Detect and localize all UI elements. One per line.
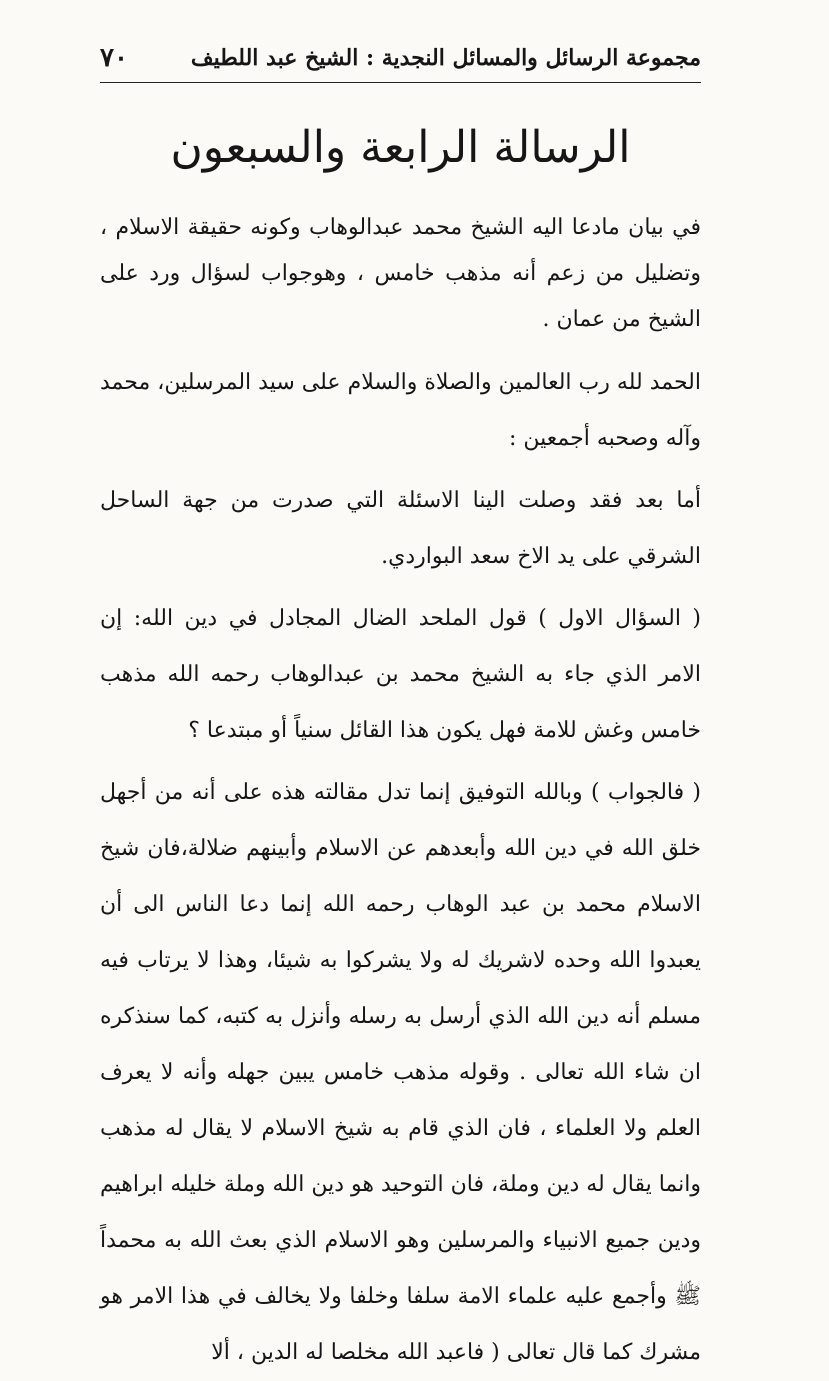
paragraph-praise: الحمد لله رب العالمين والصلاة والسلام على سيد المرسلين، محمد وآله وصحبه أجمعين : bbox=[100, 370, 701, 451]
paragraph-answer: ( فالجواب ) وبالله التوفيق إنما تدل مقالته هذه على أنه من أجهل خلق الله في دين الله وأبعدهم عن الاسلام وأبينهم ضلالة،فان شيخ الاسلام محمد بن عبد الوهاب رحمه الله إنما دعا الناس الى أن يعبدوا الله وحده لاشريك له ولا يشركوا به شيئا، وهذا لا يرتاب فيه مسلم أنه دين الله الذي أرسل به رسله وأنزل به كتبه، كما سنذكره ان شاء الله تعالى . وقوله مذهب خامس يبين جهله وأنه لا يعرف العلم ولا العلماء ، فان الذي قام به شيخ الاسلام لا يقال له مذهب وانما يقال له دين وملة، فان التوحيد هو دين الله وملة خليله ابراهيم ودين جميع الانبياء والمرسلين وهو الاسلام الذي بعث الله به محمداً ﷺ وأجمع عليه علماء الامة سلفا وخلفا ولا يخالف في هذا الامر هو مشرك كما قال تعالى ( فاعبد الله مخلصا له الدين ، ألا bbox=[100, 780, 701, 1365]
paragraph-question: ( السؤال الاول ) قول الملحد الضال المجادل في دين الله: إن الامر الذي جاء به الشيخ محمد بن عبدالوهاب رحمه الله مذهب خامس وغش للامة فهل يكون هذا القائل سنياً أو مبتدعا ؟ bbox=[100, 606, 701, 743]
running-header bbox=[100, 38, 701, 78]
paragraph-intro: في بيان مادعا اليه الشيخ محمد عبدالوهاب وكونه حقيقة الاسلام ، وتضليل من زعم أنه مذهب خامس ، وهوجواب لسؤال ورد على الشيخ من عمان . bbox=[100, 215, 701, 332]
page-number: ٧٠ bbox=[100, 43, 128, 73]
letter-heading: الرسالة الرابعة والسبعون bbox=[170, 122, 631, 173]
header-rule bbox=[100, 82, 701, 83]
header-title: مجموعة الرسائل والمسائل النجدية : الشيخ عبد اللطيف bbox=[190, 45, 701, 71]
document-body bbox=[100, 205, 701, 1381]
paragraph-preface: أما بعد فقد وصلت الينا الاسئلة التي صدرت من جهة الساحل الشرقي على يد الاخ سعد البواردي. bbox=[100, 488, 701, 569]
